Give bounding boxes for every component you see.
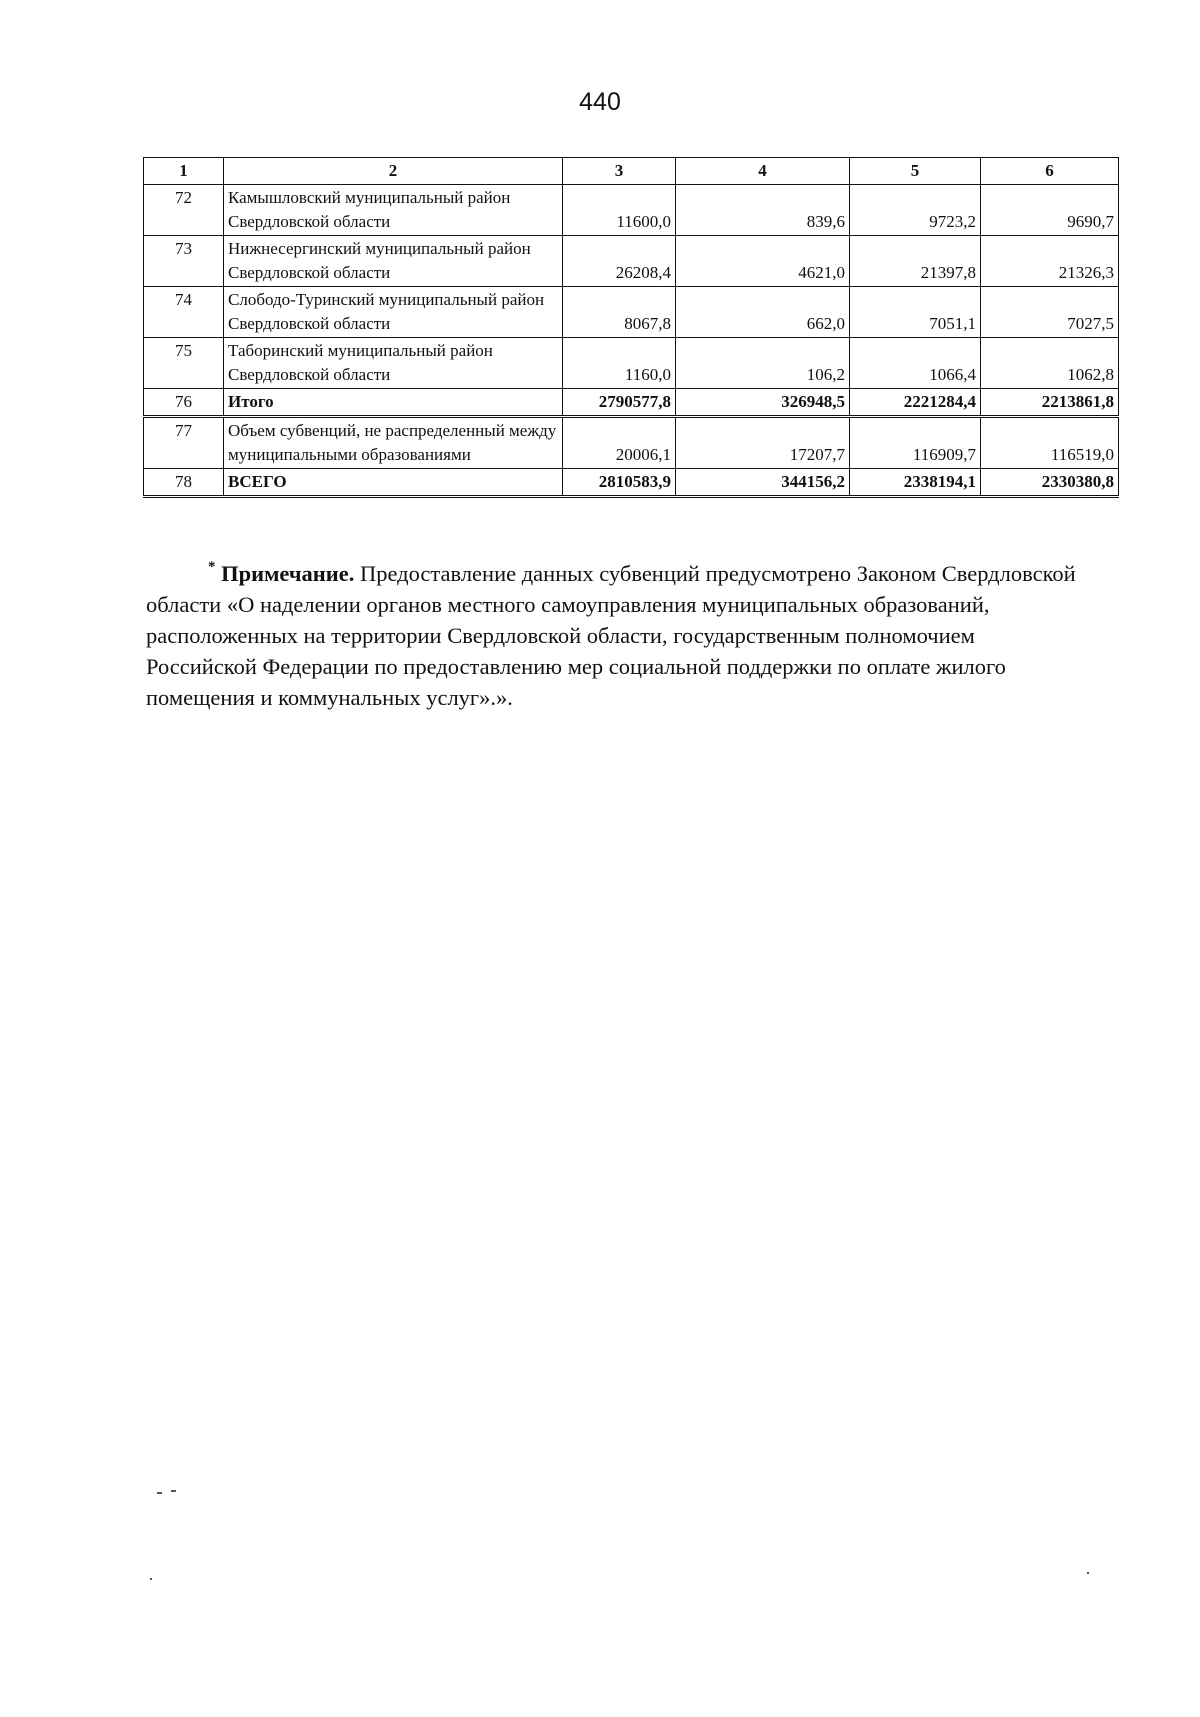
municipality-name: Таборинский муниципальный район Свердловской области (224, 338, 563, 389)
value-col4: 344156,2 (676, 469, 850, 497)
row-number: 78 (144, 469, 224, 497)
footnote-text: Предоставление данных субвенций предусмотрено Законом Свердловской области «О наделении органов местного самоуправления муниципальных образований, расположенных на территории Свердловской области, государственным полномочием Российской Федерации по предоставлению мер социальной поддержки по оплате жилого помещения и коммунальных услуг».». (146, 561, 1076, 710)
value-col5: 116909,7 (850, 417, 981, 469)
scan-speck (171, 1490, 176, 1492)
row-number: 73 (144, 236, 224, 287)
value-col5: 2221284,4 (850, 389, 981, 417)
header-cell: 2 (224, 158, 563, 185)
value-col3: 26208,4 (563, 236, 676, 287)
scan-speck (157, 1492, 162, 1494)
value-col5: 2338194,1 (850, 469, 981, 497)
value-col5: 7051,1 (850, 287, 981, 338)
footnote (146, 552, 1076, 713)
table-row (144, 338, 1119, 389)
value-col6: 7027,5 (981, 287, 1119, 338)
value-col5: 21397,8 (850, 236, 981, 287)
value-col3: 2810583,9 (563, 469, 676, 497)
row-number: 76 (144, 389, 224, 417)
table-row (144, 236, 1119, 287)
municipality-name: Камышловский муниципальный район Свердловской области (224, 185, 563, 236)
value-col6: 2330380,8 (981, 469, 1119, 497)
value-col4: 839,6 (676, 185, 850, 236)
scan-speck (150, 1578, 152, 1580)
value-col3: 1160,0 (563, 338, 676, 389)
subvention-table (143, 157, 1119, 498)
value-col4: 4621,0 (676, 236, 850, 287)
value-col3: 8067,8 (563, 287, 676, 338)
table-row (144, 287, 1119, 338)
subtotal-label: Итого (224, 389, 563, 417)
unallocated-label: Объем субвенций, не распределенный между муниципальными образованиями (224, 417, 563, 469)
value-col3: 20006,1 (563, 417, 676, 469)
value-col4: 662,0 (676, 287, 850, 338)
header-cell: 4 (676, 158, 850, 185)
grand-total-row (144, 469, 1119, 497)
table-header-row (144, 158, 1119, 185)
value-col4: 106,2 (676, 338, 850, 389)
row-number: 74 (144, 287, 224, 338)
page-number: 440 (579, 88, 621, 116)
value-col4: 17207,7 (676, 417, 850, 469)
header-cell: 5 (850, 158, 981, 185)
municipality-name: Нижнесергинский муниципальный район Свердловской области (224, 236, 563, 287)
scan-speck (1087, 1572, 1089, 1574)
header-cell: 3 (563, 158, 676, 185)
row-number: 72 (144, 185, 224, 236)
value-col3: 11600,0 (563, 185, 676, 236)
value-col6: 1062,8 (981, 338, 1119, 389)
footnote-label: Примечание. (221, 561, 355, 586)
value-col4: 326948,5 (676, 389, 850, 417)
value-col6: 21326,3 (981, 236, 1119, 287)
table-row (144, 417, 1119, 469)
value-col6: 116519,0 (981, 417, 1119, 469)
value-col5: 1066,4 (850, 338, 981, 389)
footnote-marker: * (208, 559, 216, 575)
municipality-name: Слободо-Туринский муниципальный район Свердловской области (224, 287, 563, 338)
header-cell: 1 (144, 158, 224, 185)
value-col6: 2213861,8 (981, 389, 1119, 417)
value-col6: 9690,7 (981, 185, 1119, 236)
header-cell: 6 (981, 158, 1119, 185)
value-col3: 2790577,8 (563, 389, 676, 417)
grand-total-label: ВСЕГО (224, 469, 563, 497)
row-number: 75 (144, 338, 224, 389)
table-row (144, 185, 1119, 236)
subtotal-row (144, 389, 1119, 417)
row-number: 77 (144, 417, 224, 469)
value-col5: 9723,2 (850, 185, 981, 236)
